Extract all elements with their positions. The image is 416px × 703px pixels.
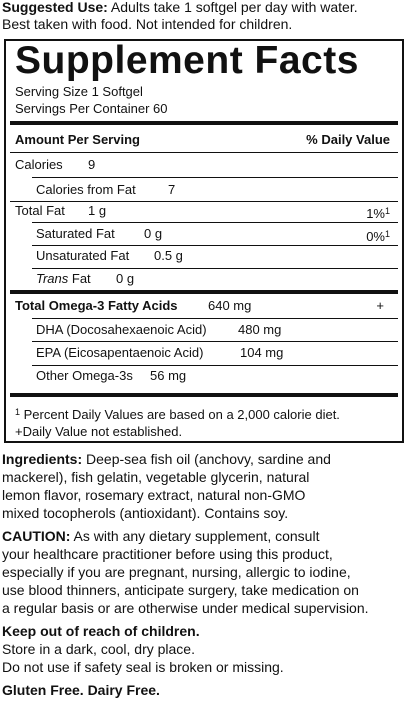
- row-amount: 0.5 g: [154, 248, 183, 263]
- trans-rest: Fat: [68, 271, 91, 286]
- dv-value: 0%: [366, 229, 385, 244]
- row-label: Total Fat: [15, 203, 65, 218]
- storage-line: Store in a dark, cool, dry place.: [2, 641, 195, 657]
- seal-line: Do not use if safety seal is broken or missing.: [2, 659, 284, 675]
- row-amount: 480 mg: [238, 322, 282, 337]
- divider: [32, 341, 398, 342]
- dv-footnote-mark: 1: [384, 206, 390, 216]
- header-rule: [10, 121, 398, 125]
- ingredients-line-1: [2, 450, 414, 468]
- caution-line-1: [2, 527, 414, 545]
- row-label: DHA (Docosahexaenoic Acid): [36, 322, 207, 337]
- caution-section: [2, 527, 414, 617]
- row-amount: 7: [168, 182, 176, 197]
- row-amount: 104 mg: [240, 345, 284, 360]
- caution-label: CAUTION:: [2, 528, 71, 544]
- facts-title: Supplement Facts: [15, 39, 359, 82]
- footnote-rule: [10, 393, 398, 397]
- table-row: [12, 296, 396, 316]
- omega-rule: [10, 290, 398, 294]
- dv-footnote-mark: 1: [384, 229, 390, 239]
- row-amount: 56 mg: [150, 368, 187, 383]
- dv-value: 1%: [366, 206, 385, 221]
- servings-per-container: Servings Per Container 60: [15, 101, 168, 116]
- divider: [10, 152, 398, 153]
- row-label: Other Omega-3s: [36, 368, 133, 383]
- suggested-use-line-2: Best taken with food. Not intended for children.: [2, 16, 293, 32]
- caution-line-4: use blood thinners, anticipate surgery, take medication on: [2, 582, 359, 598]
- row-label: [36, 269, 91, 289]
- supplement-facts-panel: [4, 39, 404, 443]
- row-label: Unsaturated Fat: [36, 248, 130, 263]
- table-row: [12, 343, 396, 363]
- header-amount: Amount Per Serving: [15, 132, 140, 147]
- ingredients-line-4: mixed tocopherols (antioxidant). Contains soy.: [2, 505, 289, 521]
- row-amount: 9: [88, 157, 96, 172]
- table-row: [12, 366, 396, 386]
- footnote-2: +Daily Value not established.: [15, 424, 183, 439]
- ingredients-label: Ingredients:: [2, 451, 83, 467]
- footnote-1-text: Percent Daily Values are based on a 2,000 calorie diet.: [20, 407, 340, 422]
- table-row: [12, 224, 396, 244]
- header-dv: % Daily Value: [306, 132, 390, 147]
- caution-line-5: a regular basis or are otherwise under medical supervision.: [2, 600, 369, 616]
- ingredients-line-2: mackerel), fish gelatin, vegetable glycerin, natural: [2, 469, 310, 485]
- row-label: Saturated Fat: [36, 226, 115, 241]
- table-row: [12, 155, 396, 175]
- footnote-mark: 1: [15, 407, 21, 417]
- ingredients-text: Deep-sea fish oil (anchovy, sardine and: [82, 451, 331, 467]
- row-dv: +: [376, 298, 384, 313]
- table-row: [12, 246, 396, 266]
- table-row: [12, 320, 396, 340]
- suggested-use-label: Suggested Use:: [2, 0, 108, 15]
- row-label: EPA (Eicosapentaenoic Acid): [36, 345, 204, 360]
- table-header: [12, 130, 396, 150]
- row-dv: [366, 201, 390, 224]
- divider: [32, 177, 398, 178]
- caution-text: As with any dietary supplement, consult: [70, 528, 320, 544]
- divider: [32, 318, 398, 319]
- gluten-dairy-free: Gluten Free. Dairy Free.: [2, 682, 160, 698]
- row-dv: [366, 224, 390, 247]
- ingredients-line-3: lemon flavor, rosemary extract, natural non-GMO: [2, 487, 306, 503]
- suggested-use-line-1: [2, 0, 358, 16]
- table-row: [12, 201, 396, 221]
- row-label: Calories: [15, 157, 63, 172]
- table-row: [12, 180, 396, 200]
- row-amount: 1 g: [88, 203, 107, 218]
- table-row: [12, 269, 396, 289]
- suggested-use-text: Adults take 1 softgel per day with water.: [107, 0, 358, 15]
- caution-line-3: especially if you are pregnant, nursing, allergic to iodine,: [2, 564, 351, 580]
- trans-italic: Trans: [36, 271, 69, 286]
- ingredients-section: [2, 450, 414, 522]
- row-amount: 0 g: [116, 271, 135, 286]
- keep-out-heading: Keep out of reach of children.: [2, 623, 200, 639]
- serving-size: Serving Size 1 Softgel: [15, 84, 143, 99]
- row-label: Total Omega-3 Fatty Acids: [15, 298, 178, 313]
- divider: [32, 222, 398, 223]
- row-amount: 640 mg: [208, 298, 252, 313]
- storage-section: [2, 622, 414, 676]
- row-amount: 0 g: [144, 226, 163, 241]
- footnote-1: [15, 404, 340, 423]
- row-label: Calories from Fat: [36, 182, 136, 197]
- caution-line-2: your healthcare practitioner before using this product,: [2, 546, 333, 562]
